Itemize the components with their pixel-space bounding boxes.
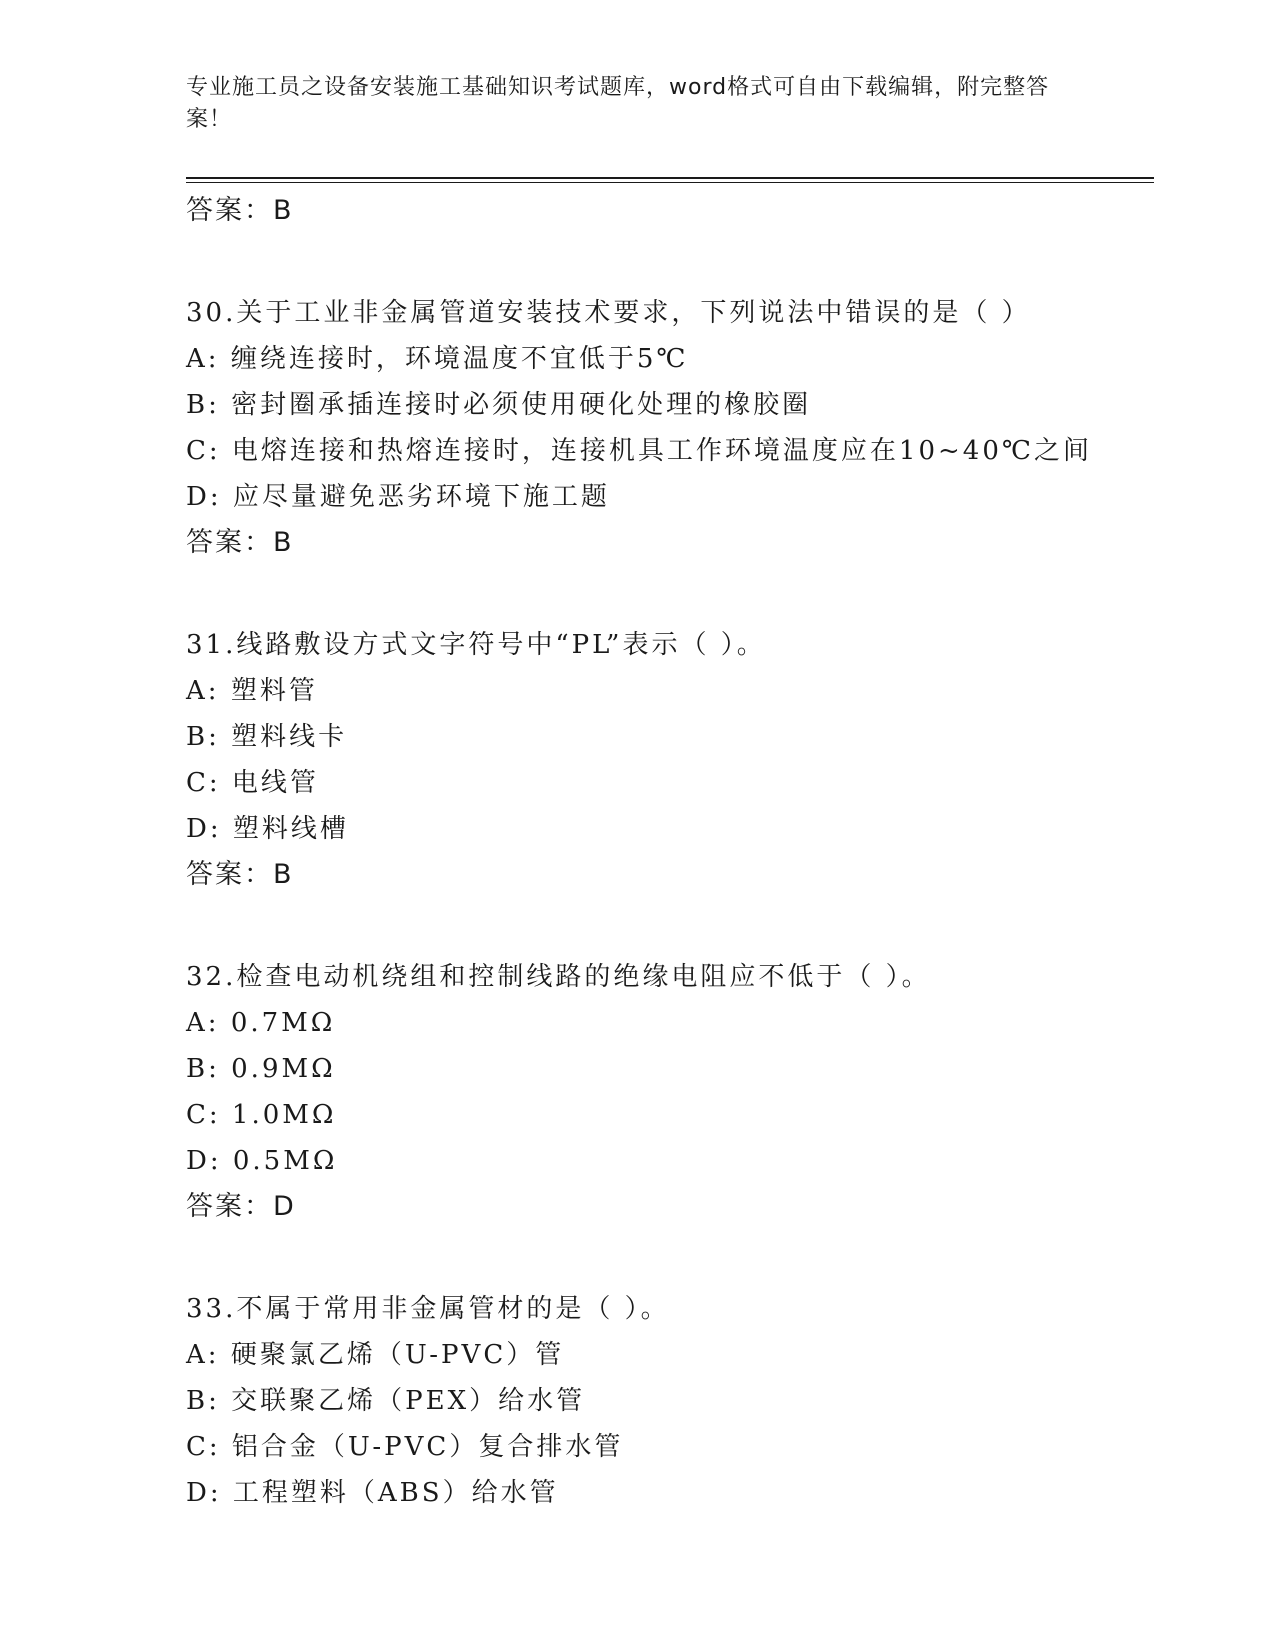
option-letter: B: — [186, 722, 220, 752]
option-d — [186, 474, 1146, 520]
option-letter: A: — [186, 1008, 220, 1038]
question-30 — [186, 290, 1146, 336]
question-number: 31. — [186, 630, 237, 660]
question-block-30 — [186, 290, 1146, 566]
answer-prefix: 答案： — [186, 859, 273, 890]
option-letter: A: — [186, 344, 220, 374]
answer-line — [186, 520, 1146, 566]
option-c — [186, 1092, 1146, 1138]
question-text: 检查电动机绕组和控制线路的绝缘电阻应不低于（ ）。 — [236, 962, 931, 992]
answer-value: B — [273, 527, 294, 558]
option-text: 0.7MΩ — [230, 1008, 336, 1038]
option-letter: B: — [186, 1386, 220, 1416]
question-text: 不属于常用非金属管材的是（ ）。 — [236, 1294, 670, 1324]
option-text: 塑料线槽 — [232, 814, 349, 844]
option-text: 塑料管 — [230, 676, 318, 706]
answer-value: D — [273, 1191, 296, 1222]
question-block-31 — [186, 622, 1146, 898]
option-text: 0.5MΩ — [232, 1146, 338, 1176]
option-text: 缠绕连接时，环境温度不宜低于5℃ — [230, 344, 689, 374]
option-text: 应尽量避免恶劣环境下施工题 — [232, 482, 610, 512]
answer-line — [186, 188, 1146, 234]
header-rule-thin — [186, 182, 1154, 183]
option-d — [186, 806, 1146, 852]
question-block-32 — [186, 954, 1146, 1230]
answer-prefix: 答案： — [186, 1191, 273, 1222]
option-letter: C: — [186, 1432, 221, 1462]
question-31 — [186, 622, 1146, 668]
option-letter: A: — [186, 1340, 220, 1370]
option-text: 交联聚乙烯（PEX）给水管 — [231, 1386, 586, 1416]
option-text: 工程塑料（ABS）给水管 — [232, 1478, 559, 1508]
option-letter: B: — [186, 390, 220, 420]
option-text: 0.9MΩ — [231, 1054, 336, 1084]
option-letter: D: — [186, 482, 222, 512]
answer-prefix: 答案： — [186, 527, 273, 558]
answer-line — [186, 1184, 1146, 1230]
document-header: 专业施工员之设备安装施工基础知识考试题库，word格式可自由下载编辑，附完整答案！ — [186, 75, 1050, 132]
header-rule-thick — [186, 177, 1154, 179]
option-letter: C: — [186, 768, 221, 798]
option-letter: D: — [186, 1478, 222, 1508]
option-text: 电线管 — [231, 768, 319, 798]
question-number: 30. — [186, 298, 237, 328]
option-text: 铝合金（U-PVC）复合排水管 — [231, 1432, 624, 1462]
option-d — [186, 1138, 1146, 1184]
option-a — [186, 1000, 1146, 1046]
option-d — [186, 1470, 1146, 1516]
option-text: 塑料线卡 — [231, 722, 348, 752]
question-32 — [186, 954, 1146, 1000]
option-letter: B: — [186, 1054, 220, 1084]
option-letter: A: — [186, 676, 220, 706]
option-text: 硬聚氯乙烯（U-PVC）管 — [230, 1340, 565, 1370]
option-b — [186, 714, 1146, 760]
answer-value: B — [273, 195, 294, 226]
option-text: 密封圈承插连接时必须使用硬化处理的橡胶圈 — [231, 390, 812, 420]
question-number: 33. — [186, 1294, 237, 1324]
question-text: 线路敷设方式文字符号中“PL”表示（ ）。 — [236, 630, 766, 660]
option-b — [186, 1046, 1146, 1092]
option-a — [186, 668, 1146, 714]
option-letter: D: — [186, 1146, 222, 1176]
question-block-33 — [186, 1286, 1146, 1516]
option-a — [186, 336, 1146, 382]
option-c — [186, 428, 1146, 474]
question-number: 32. — [186, 962, 237, 992]
question-33 — [186, 1286, 1146, 1332]
option-letter: D: — [186, 814, 222, 844]
option-text: 1.0MΩ — [231, 1100, 337, 1130]
option-c — [186, 1424, 1146, 1470]
answer-value: B — [273, 859, 294, 890]
answer-line — [186, 852, 1146, 898]
option-c — [186, 760, 1146, 806]
page-content — [186, 188, 1146, 1516]
option-letter: C: — [186, 436, 221, 466]
option-b — [186, 1378, 1146, 1424]
option-a — [186, 1332, 1146, 1378]
option-text: 电熔连接和热熔连接时，连接机具工作环境温度应在10~40℃之间 — [231, 436, 1092, 466]
option-letter: C: — [186, 1100, 221, 1130]
question-text: 关于工业非金属管道安装技术要求，下列说法中错误的是（ ） — [236, 298, 1031, 328]
option-b — [186, 382, 1146, 428]
answer-prefix: 答案： — [186, 195, 273, 226]
